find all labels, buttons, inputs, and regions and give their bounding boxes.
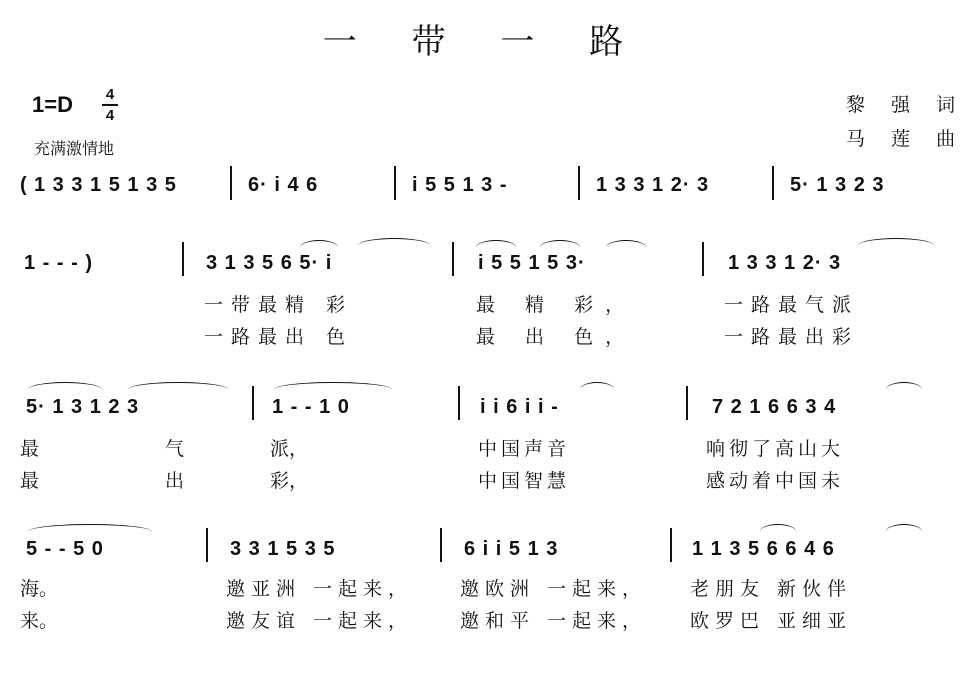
bar-3-2: 1 - - 1 0 — [272, 396, 350, 418]
slur — [300, 240, 338, 255]
barline — [440, 528, 442, 562]
bar-1-2: 6· i 4 6 — [248, 174, 319, 196]
time-signature-bottom: 4 — [105, 107, 115, 124]
lyric-2-2b: 最 出 色， — [476, 326, 637, 348]
barline — [182, 242, 184, 276]
barline — [772, 166, 774, 200]
lyric-4-2b: 邀友谊 一起来， — [226, 610, 414, 632]
barline — [686, 386, 688, 420]
lyric-4-2a: 来。 — [20, 610, 59, 632]
bar-2-3: i 5 5 1 5 3· — [478, 252, 586, 274]
bar-3-1: 5· 1 3 1 2 3 — [26, 396, 140, 418]
composer-credit: 马 莲 曲 — [846, 128, 966, 150]
bar-1-1: 1 3 3 1 5 1 3 5 — [34, 174, 177, 196]
barline — [578, 166, 580, 200]
slur — [476, 240, 516, 255]
tie — [28, 524, 152, 539]
lyric-3-1c: 中国声音 — [478, 438, 571, 460]
lyric-2-1a: 一带最精 彩 — [204, 294, 354, 316]
bar-2-4: 1 3 3 1 2· 3 — [728, 252, 842, 274]
lyric-4-1c: 邀欧洲 一起来， — [460, 578, 648, 600]
lyric-3-2d: 感动着中国未 — [706, 470, 845, 492]
lyric-4-1d: 老朋友 新伙伴 — [690, 578, 853, 600]
bar-1-5: 5· 1 3 2 3 — [790, 174, 885, 196]
lyric-2-1c: 一路最气派 — [724, 294, 860, 316]
tie — [858, 238, 934, 253]
lyric-2-1b: 最 精 彩， — [476, 294, 637, 316]
barline — [458, 386, 460, 420]
bar-1-3: i 5 5 1 3 - — [412, 174, 508, 196]
barline — [702, 242, 704, 276]
lyric-3-1d: 响彻了高山大 — [706, 438, 845, 460]
barline — [452, 242, 454, 276]
bar-2-1: 1 - - - ) — [24, 252, 93, 274]
slur — [540, 240, 580, 255]
tie — [358, 238, 430, 253]
time-signature — [102, 86, 118, 124]
lyric-3-2c: 中国智慧 — [478, 470, 571, 492]
time-signature-top: 4 — [105, 86, 115, 103]
slur — [128, 382, 228, 397]
bar-4-1: 5 - - 5 0 — [26, 538, 104, 560]
lyricist-credit: 黎 强 词 — [846, 94, 966, 116]
lyric-3-1b: 派， — [270, 438, 309, 460]
slur — [606, 240, 646, 255]
lyric-3-1a: 最 气 — [20, 438, 245, 460]
barline — [206, 528, 208, 562]
slur — [886, 524, 922, 539]
lyric-4-1a: 海。 — [20, 578, 59, 600]
song-title: 一 带 一 路 — [322, 22, 646, 62]
tie — [274, 382, 392, 397]
key-signature: 1=D — [32, 92, 73, 117]
lyric-2-2a: 一路最出 色 — [204, 326, 354, 348]
tempo-marking: 充满激情地 — [34, 141, 115, 158]
bar-2-2: 3 1 3 5 6 5· i — [206, 252, 333, 274]
lyric-3-2a: 最 出 — [20, 470, 245, 492]
slur — [580, 382, 614, 397]
barline — [670, 528, 672, 562]
lyric-3-2b: 彩， — [270, 470, 309, 492]
bar-1-4: 1 3 3 1 2· 3 — [596, 174, 710, 196]
tie — [28, 382, 102, 397]
bar-4-3: 6 i i 5 1 3 — [464, 538, 559, 560]
lyric-4-1b: 邀亚洲 一起来， — [226, 578, 414, 600]
barline — [252, 386, 254, 420]
lyric-4-2c: 邀和平 一起来， — [460, 610, 648, 632]
barline — [230, 166, 232, 200]
slur — [886, 382, 922, 397]
lyric-2-2c: 一路最出彩 — [724, 326, 860, 348]
bar-4-4: 1 1 3 5 6 6 4 6 — [692, 538, 835, 560]
bar-4-2: 3 3 1 5 3 5 — [230, 538, 336, 560]
open-paren: ( — [20, 174, 28, 196]
bar-3-3: i i 6 i i - — [480, 396, 559, 418]
bar-3-4: 7 2 1 6 6 3 4 — [712, 396, 837, 418]
lyric-4-2d: 欧罗巴 亚细亚 — [690, 610, 853, 632]
barline — [394, 166, 396, 200]
slur — [760, 524, 796, 539]
